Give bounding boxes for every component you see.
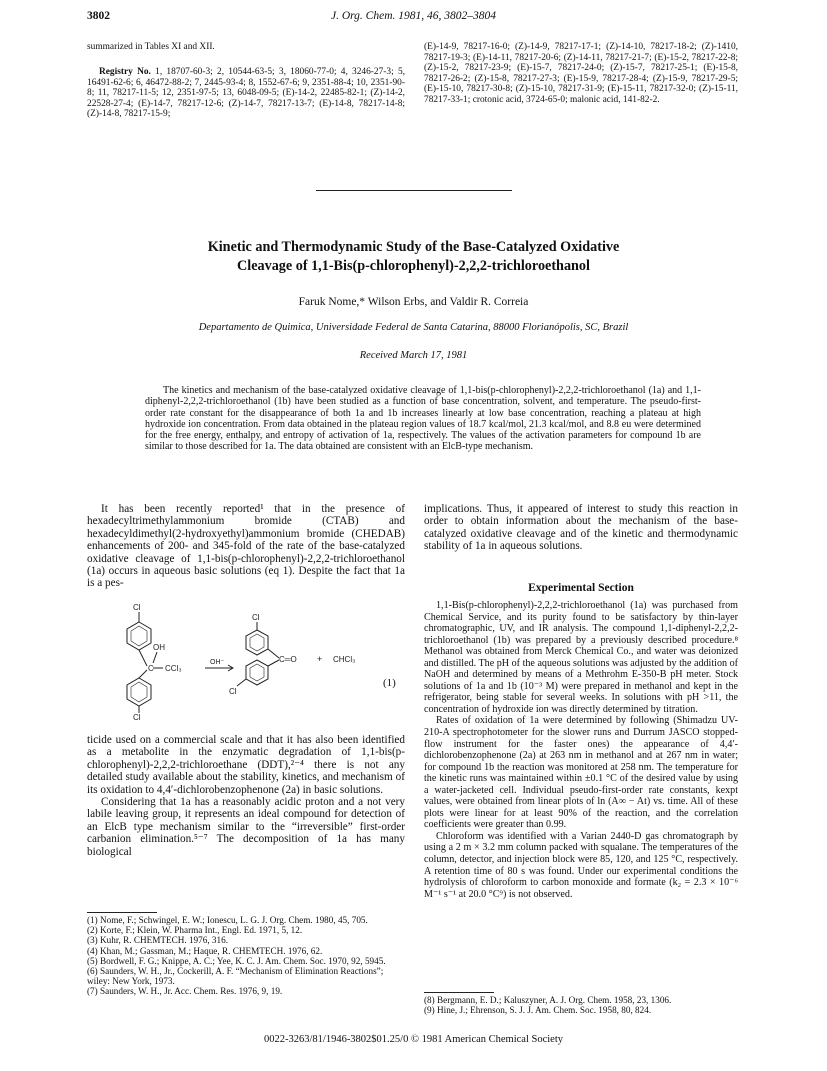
chcl3-label: CHCl₃ (333, 655, 356, 664)
arrow-label: OH⁻ (210, 659, 225, 666)
authors: Faruk Nome,* Wilson Erbs, and Valdir R. Correia (298, 296, 529, 308)
equation-number: (1) (383, 677, 396, 689)
footnote: (4) Khan, M.; Gassman, M.; Haque, R. CHEMTECH. 1976, 62. (87, 945, 323, 956)
footnotes-left (87, 915, 405, 997)
intro-paragraph-2: ticide used on a commercial scale and that it has also been identified as a metabolite in the enzymatic degradation of 1,1-bis(p-chlorophenyl)-2,2,2-trichloroethane (DDT),²⁻⁴ there is not any detailed study available about the stability, kinetics, and mechanism of its oxidation to 4,4′-dichlorobenzophenone (2a) in basic solutions. (87, 734, 405, 796)
footnote-rule-right (424, 992, 494, 993)
ccl3-label: CCl₃ (165, 664, 182, 673)
experimental-paragraph-3: Chloroform was identified with a Varian 2440-D gas chromatograph by using a 2 m × 3.2 mm column packed with squalane. The temperatures of the column, detector, and injection block were 85, 120, and 125 °C, respectively. A retention time of 80 s was found. Under our experimental conditions the hydrolysis of chloroform to carbon monoxide and formate (k₂ = 2.3 × 10⁻⁶ M⁻¹ s⁻¹ at 20.0 °C⁹) is not observed. (424, 830, 738, 900)
footnote: (3) Kuhr, R. CHEMTECH. 1976, 316. (87, 935, 229, 946)
title-line-2: Cleavage of 1,1-Bis(p-chlorophenyl)-2,2,2-trichloroethanol (237, 258, 590, 274)
carbonyl-label: C═O (279, 655, 297, 664)
page-number: 3802 (87, 10, 110, 22)
footnote: (1) Nome, F.; Schwingel, E. W.; Ionescu, L. G. J. Org. Chem. 1980, 45, 705. (87, 915, 368, 925)
article-title (120, 238, 707, 276)
intro-paragraph-3: Considering that 1a has a reasonably acidic proton and a not very labile leaving group, it represents an ideal compound for detection of an ElcB type mechanism similar to the “irreversible” first-order carbanion elimination.⁵⁻⁷ The decomposition of 1a has many biological (87, 796, 405, 858)
title-line-1: Kinetic and Thermodynamic Study of the Base-Catalyzed Oxidative (207, 239, 620, 255)
footnotes-right (424, 995, 738, 1015)
journal-header: J. Org. Chem. 1981, 46, 3802–3804 (330, 10, 497, 22)
carbon-label: C (148, 664, 154, 673)
abstract: The kinetics and mechanism of the base-catalyzed oxidative cleavage of 1,1-bis(p-chlorophenyl)-2,2,2-trichloroethanol (1a) and 1,1-diphenyl-2,2,2-trichloroethanol (1b) have been studied as a function of base concentration, solvent, and temperature. The pseudo-first-order rate constant for the disappearance of both 1a and 1b increases linearly at low base concentration, reaching a plateau at high hydroxide ion concentration. From data obtained in the plateau region values of 18.7 kcal/mol, 21.3 kcal/mol, and 8.8 eu were determined for the free energy, enthalpy, and entropy of activation of 1a, respectively. The values of the activation parameters for compound 1b are similar to those described for 1a. The data obtained are consistent with an ElcB-type mechanism. (145, 385, 701, 453)
footnote: (8) Bergmann, E. D.; Kaluszyner, A. J. Org. Chem. 1958, 23, 1306. (424, 995, 672, 1005)
right-paragraph-1: implications. Thus, it appeared of interest to study this reaction in order to obtain information about the mechanism of the base-catalyzed oxidative cleavage and of the kinetic and thermodynamic stability of 1a in aqueous solutions. (424, 503, 738, 553)
affiliation: Departamento de Quimica, Universidade Federal de Santa Catarina, 88000 Florianópolis, SC, Brazil (198, 322, 629, 333)
footnote: (5) Bordwell, F. G.; Knippe, A. C.; Yee, K. C. J. Am. Chem. Soc. 1970, 92, 5945. (87, 955, 386, 966)
cl-product-bottom: Cl (229, 687, 237, 696)
cl-bottom: Cl (133, 713, 141, 720)
section-heading: Experimental Section (528, 582, 634, 594)
registry-text: 1, 18707-60-3; 2, 10544-63-5; 3, 18060-77-0; 4, 3246-27-3; 5, 16491-62-6; 6, 46472-88-2; 7, 2445-93-4; 8, 1552-67-6; 9, 2351-88-4; 10, 2351-90-8; 11, 78217-11-5; 12, 2351-97-5; 13, 6048-09-5; (E)-14-2, 22485-82-1; (Z)-14-2, 22528-27-4; (E)-14-7, 78217-12-6; (Z)-14-7, 78217-13-7; (E)-14-8, 78217-14-8; (Z)-14-8, 78217-15-9; (87, 67, 405, 120)
cl-top: Cl (133, 603, 141, 612)
footnote: (9) Hine, J.; Ehrenson, S. J. J. Am. Chem. Soc. 1958, 80, 824. (424, 1005, 652, 1016)
footnote-rule-left (87, 912, 157, 913)
right-column-top (424, 503, 738, 553)
copyright-footer: 0022-3263/81/1946-3802$01.25/0 © 1981 American Chemical Society (263, 1034, 564, 1045)
footnote: (2) Korte, F.; Klein, W. Pharma Int., Engl. Ed. 1971, 5, 12. (87, 925, 303, 936)
oh-label: OH (153, 643, 165, 652)
registry-label: Registry No. (99, 67, 151, 77)
footnote: (6) Saunders, W. H., Jr., Cockerill, A. F. “Mechanism of Elimination Reactions”; wiley: New York, 1973. (87, 966, 384, 987)
left-column-top (87, 503, 405, 590)
left-column-bottom (87, 734, 405, 858)
experimental-paragraph-1: 1,1-Bis(p-chlorophenyl)-2,2,2-trichloroethanol (1a) was purchased from Chemical Service, and its purity found to be satisfactory by thin-layer chromatographic, UV, and IR analysis. The compound 1,1-diphenyl-2,2,2-trichloroethanol (1b) was prepared by a previously described procedure.⁸ Methanol was obtained from Merck Chemical Co., and water was deionized and distilled. The pH of the aqueous solutions was adjusted by the addition of NaOH and determined by means of a Methrohm E-350-B pH meter. Stock solutions of 1a and 1b (10⁻³ M) were prepared in methanol and kept in the refrigerator, being stable for several weeks. In solutions with pH >11, the concentration of hydroxide ion was directly determined by titration. (424, 600, 738, 715)
intro-paragraph-1: It has been recently reported¹ that in the presence of hexadecyltrimethylammonium bromide (CTAB) and hexadecyldimethyl(2-hydroxyethyl)ammonium bromide (CHEDAB) enhancements of 200- and 345-fold of the rate of the base-catalyzed oxidative cleavage of 1,1-bis(p-chlorophenyl)-2,2,2-trichloroethanol (1a) occurs in aqueous basic solutions (eq 1). Despite the fact that 1a is a pes- (87, 503, 405, 590)
experimental-paragraph-2: Rates of oxidation of 1a were determined by following (Shimadzu UV-210-A spectrophotometer for the slower runs and Durrum JASCO stopped-flow instrument for the faster ones) the appearance of 4,4′-dichlorobenzophenone (2a) at 263 nm in methanol and at 267 nm in water; for compound 1b the reaction was monitored at 258 nm. The temperature for the kinetic runs was maintained within ±0.1 °C of the desired value by using a water-jacketed cell. Individual pseudo-first-order rate constants, kexpt values, were obtained from linear plots of ln (A∞ − At) vs. time. All of these plots were linear for at least 90% of the reaction, and the correlation coefficients were greater than 0.99. (424, 715, 738, 831)
received-date: Received March 17, 1981 (359, 350, 468, 361)
reaction-equation (87, 600, 405, 720)
cl-product-top: Cl (252, 613, 260, 622)
plus-sign: + (317, 654, 323, 664)
registry-numbers (87, 67, 405, 120)
separator-rule (316, 190, 512, 191)
registry-continued: (E)-14-9, 78217-16-0; (Z)-14-9, 78217-17-1; (Z)-14-10, 78217-18-2; (Z)-1410, 78217-19-3; (E)-14-11, 78217-20-6; (Z)-14-11, 78217-21-7; (E)-15-2, 78217-22-8; (Z)-15-2, 78217-23-9; (E)-15-7, 78217-24-0; (Z)-15-7, 78217-25-1; (E)-15-8, 78217-26-2; (Z)-15-8, 78217-27-3; (E)-15-9, 78217-28-4; (Z)-15-9, 78217-29-5; (E)-15-10, 78217-30-8; (Z)-15-10, 78217-31-9; (E)-15-11, 78217-32-0; (Z)-15-11, 78217-33-1; crotonic acid, 3724-65-0; malonic acid, 141-82-2. (424, 42, 738, 105)
experimental-section (424, 600, 738, 900)
summary-line: summarized in Tables XI and XII. (87, 42, 215, 52)
footnote: (7) Saunders, W. H., Jr. Acc. Chem. Res. 1976, 9, 19. (87, 986, 283, 997)
